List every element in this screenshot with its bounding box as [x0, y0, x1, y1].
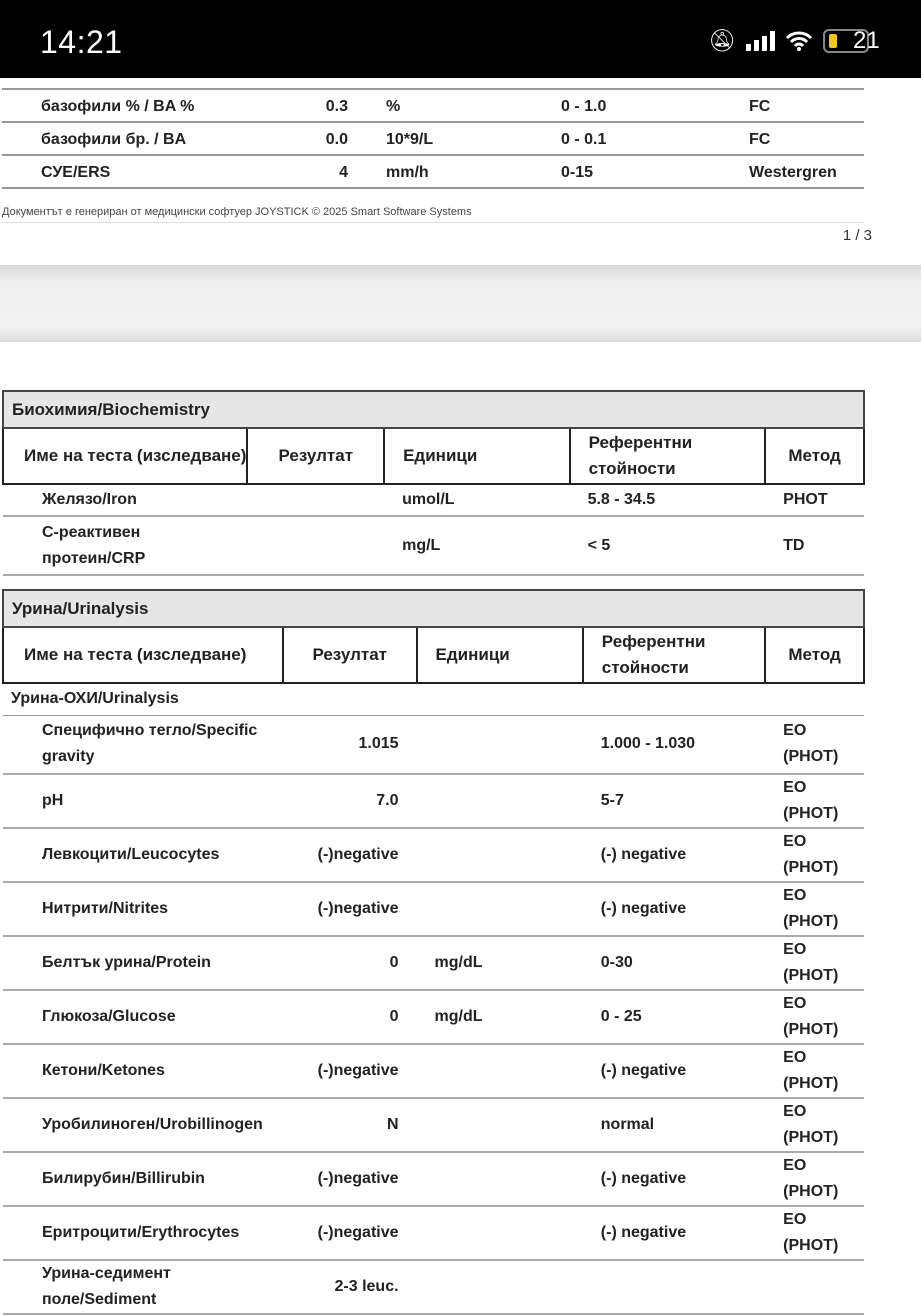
section-title: Биохимия/Biochemistry [3, 391, 864, 428]
reference-range: (-) negative [583, 828, 765, 882]
table-row [3, 882, 864, 936]
method: TD [765, 516, 864, 575]
unit: mg/dL [417, 936, 583, 990]
test-name: Желязо/Iron [3, 484, 247, 516]
unit [417, 1260, 583, 1314]
test-name: Уробилиноген/Urobillinogen [3, 1098, 283, 1152]
method: EO (PHOT) [765, 1044, 864, 1098]
result-value: (-)negative [283, 1044, 417, 1098]
method: EO (PHOT) [765, 990, 864, 1044]
table-row [3, 1098, 864, 1152]
test-name: Кетони/Ketones [3, 1044, 283, 1098]
method: EO (PHOT) [765, 1098, 864, 1152]
method: EO (PHOT) [765, 774, 864, 828]
result-value [247, 484, 384, 516]
header-ref: Референтни стойности [583, 627, 765, 683]
test-name: СУЕ/ERS [41, 164, 111, 181]
test-name: Глюкоза/Glucose [3, 990, 283, 1044]
result-value: 4 [339, 164, 348, 181]
unit: mg/dL [417, 990, 583, 1044]
page-gap [0, 265, 921, 342]
reference-range: 0 - 25 [583, 990, 765, 1044]
clock: 14:21 [40, 24, 123, 60]
unit [417, 828, 583, 882]
cut-row [2, 78, 864, 90]
result-value: (-)negative [283, 882, 417, 936]
test-name: Специфично тегло/Specific gravity [3, 715, 283, 774]
unit: mm/h [386, 164, 429, 181]
unit [417, 882, 583, 936]
reference-range [583, 1260, 765, 1314]
method: EO (PHOT) [765, 936, 864, 990]
method: EO (PHOT) [765, 1152, 864, 1206]
table-row [3, 715, 864, 774]
test-name: pH [3, 774, 283, 828]
header-name: Име на теста (изследване) [3, 627, 283, 683]
test-name: С-реактивен протеин/CRP [3, 516, 247, 575]
test-name: Нитрити/Nitrites [3, 882, 283, 936]
method: Westergren [749, 164, 837, 181]
method: EO (PHOT) [765, 715, 864, 774]
footer-text: Документът е генериран от медицински софтуер JOYSTICK © 2025 Smart Software Systems [2, 206, 472, 218]
page-number: 1 / 3 [842, 227, 872, 244]
method: FC [749, 98, 771, 115]
unit [417, 1152, 583, 1206]
test-name: базофили бр. / BA [41, 131, 187, 148]
reference-range: (-) negative [583, 1152, 765, 1206]
result-value: (-)negative [283, 1152, 417, 1206]
reference-range: 5-7 [583, 774, 765, 828]
unit: mg/L [384, 516, 569, 575]
method [765, 1260, 864, 1314]
header-name: Име на теста (изследване) [3, 428, 247, 484]
table-row [3, 1260, 864, 1314]
unit: 10*9/L [386, 131, 434, 148]
unit [417, 1098, 583, 1152]
divider [2, 222, 864, 223]
header-result: Резултат [247, 428, 384, 484]
table-row [2, 90, 864, 123]
table-row [3, 516, 864, 575]
test-name: Билирубин/Billirubin [3, 1152, 283, 1206]
table-row [3, 1152, 864, 1206]
urinalysis-table [2, 589, 865, 1315]
method: EO (PHOT) [765, 882, 864, 936]
table-row [3, 936, 864, 990]
method: EO (PHOT) [765, 1206, 864, 1260]
result-value: 1.015 [283, 715, 417, 774]
mute-icon: 🔕︎ [708, 28, 736, 53]
wifi-icon [785, 30, 813, 52]
reference-range: 0 - 0.1 [561, 131, 607, 148]
result-value: 7.0 [283, 774, 417, 828]
table-row [3, 1044, 864, 1098]
result-value: 0.3 [325, 98, 348, 115]
battery-icon [823, 27, 880, 54]
unit [417, 1206, 583, 1260]
table-row [3, 828, 864, 882]
reference-range: (-) negative [583, 882, 765, 936]
reference-range: normal [583, 1098, 765, 1152]
result-value: (-)negative [283, 1206, 417, 1260]
result-value: 0.0 [325, 131, 348, 148]
test-name: Урина-седимент поле/Sediment [3, 1260, 283, 1314]
table-row [3, 1206, 864, 1260]
unit [417, 715, 583, 774]
result-value: 2-3 leuc. [283, 1260, 417, 1314]
test-name: Белтък урина/Protein [3, 936, 283, 990]
reference-range: (-) negative [583, 1044, 765, 1098]
table-row [2, 123, 864, 156]
unit [417, 774, 583, 828]
method: PHOT [765, 484, 864, 516]
header-method: Метод [765, 428, 864, 484]
reference-range: 1.000 - 1.030 [583, 715, 765, 774]
test-name: Еритроцити/Erythrocytes [3, 1206, 283, 1260]
method: FC [749, 131, 771, 148]
reference-range: 5.8 - 34.5 [570, 484, 766, 516]
status-bar [0, 0, 921, 78]
result-value: 0 [283, 990, 417, 1044]
reference-range: 0 - 1.0 [561, 98, 607, 115]
test-name: базофили % / BA % [41, 98, 195, 115]
section-title: Урина/Urinalysis [3, 590, 864, 627]
reference-range: (-) negative [583, 1206, 765, 1260]
unit: umol/L [384, 484, 569, 516]
table-row [2, 156, 864, 189]
battery-level: 21 [853, 27, 880, 54]
header-method: Метод [765, 627, 864, 683]
result-value: 0 [283, 936, 417, 990]
result-value [247, 516, 384, 575]
method: EO (PHOT) [765, 828, 864, 882]
header-unit: Единици [417, 627, 583, 683]
signal-icon [746, 31, 775, 51]
table-row [3, 774, 864, 828]
test-name: Левкоцити/Leucocytes [3, 828, 283, 882]
header-unit: Единици [384, 428, 569, 484]
unit [417, 1044, 583, 1098]
header-ref: Референтни стойности [570, 428, 766, 484]
subsection-title: Урина-ОХИ/Urinalysis [3, 683, 864, 715]
table-row [3, 990, 864, 1044]
unit: % [386, 98, 401, 115]
reference-range: 0-30 [583, 936, 765, 990]
result-value: N [283, 1098, 417, 1152]
reference-range: < 5 [570, 516, 766, 575]
biochemistry-table [2, 390, 865, 576]
header-result: Резултат [283, 627, 417, 683]
table-row [3, 484, 864, 516]
result-value: (-)negative [283, 828, 417, 882]
reference-range: 0-15 [561, 164, 594, 181]
